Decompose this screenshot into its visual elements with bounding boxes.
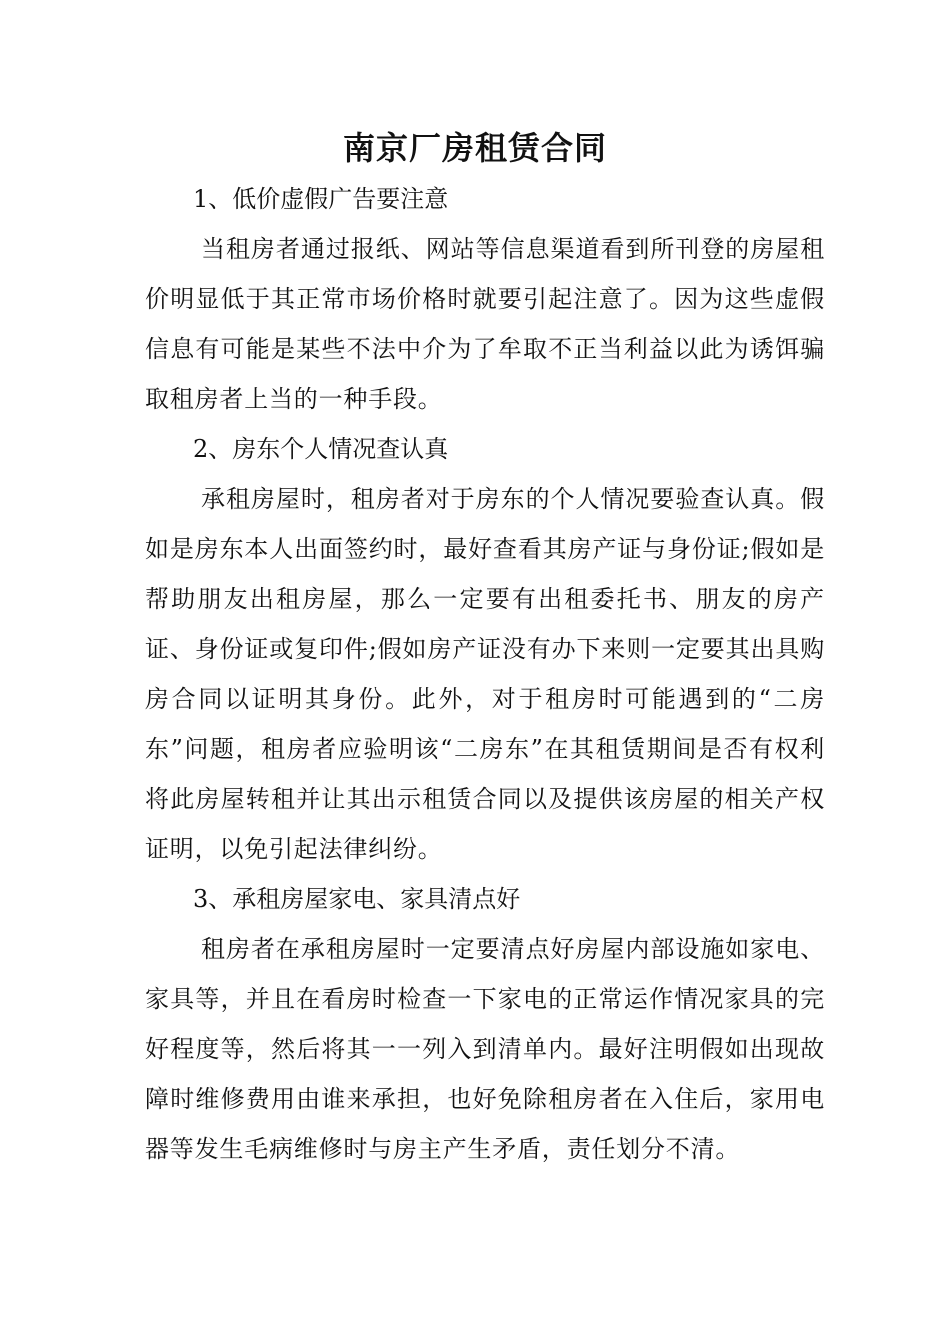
document-title: 南京厂房租赁合同 (342, 129, 607, 167)
section-paragraph: 当租房者通过报纸、网站等信息渠道看到所刊登的房屋租价明显低于其正常市场价格时就要引起注意了。因为这些虚假信息有可能是某些不法中介为了牟取不正当利益以此为诱饵骗取租房者上当的一种手段。 (145, 235, 825, 413)
section-appliance-inventory (145, 874, 825, 1174)
section-landlord-verification (145, 424, 825, 874)
section-heading: 1、低价虚假广告要注意 (193, 185, 449, 213)
section-paragraph: 租房者在承租房屋时一定要清点好房屋内部设施如家电、家具等，并且在看房时检查一下家电的正常运作情况家具的完好程度等，然后将其一一列入到清单内。最好注明假如出现故障时维修费用由谁来承担，也好免除租房者在入住后，家用电器等发生毛病维修时与房主产生矛盾，责任划分不清。 (145, 935, 825, 1163)
section-heading: 3、承租房屋家电、家具清点好 (193, 885, 521, 913)
document-body (145, 174, 825, 1174)
section-heading: 2、房东个人情况查认真 (193, 435, 449, 463)
section-low-price-ads (145, 174, 825, 424)
section-paragraph: 承租房屋时，租房者对于房东的个人情况要验查认真。假如是房东本人出面签约时，最好查看其房产证与身份证;假如是帮助朋友出租房屋，那么一定要有出租委托书、朋友的房产证、身份证或复印件;假如房产证没有办下来则一定要其出具购房合同以证明其身份。此外，对于租房时可能遇到的“二房东”问题，租房者应验明该“二房东”在其租赁期间是否有权利将此房屋转租并让其出示租赁合同以及提供该房屋的相关产权证明，以免引起法律纠纷。 (145, 485, 825, 863)
